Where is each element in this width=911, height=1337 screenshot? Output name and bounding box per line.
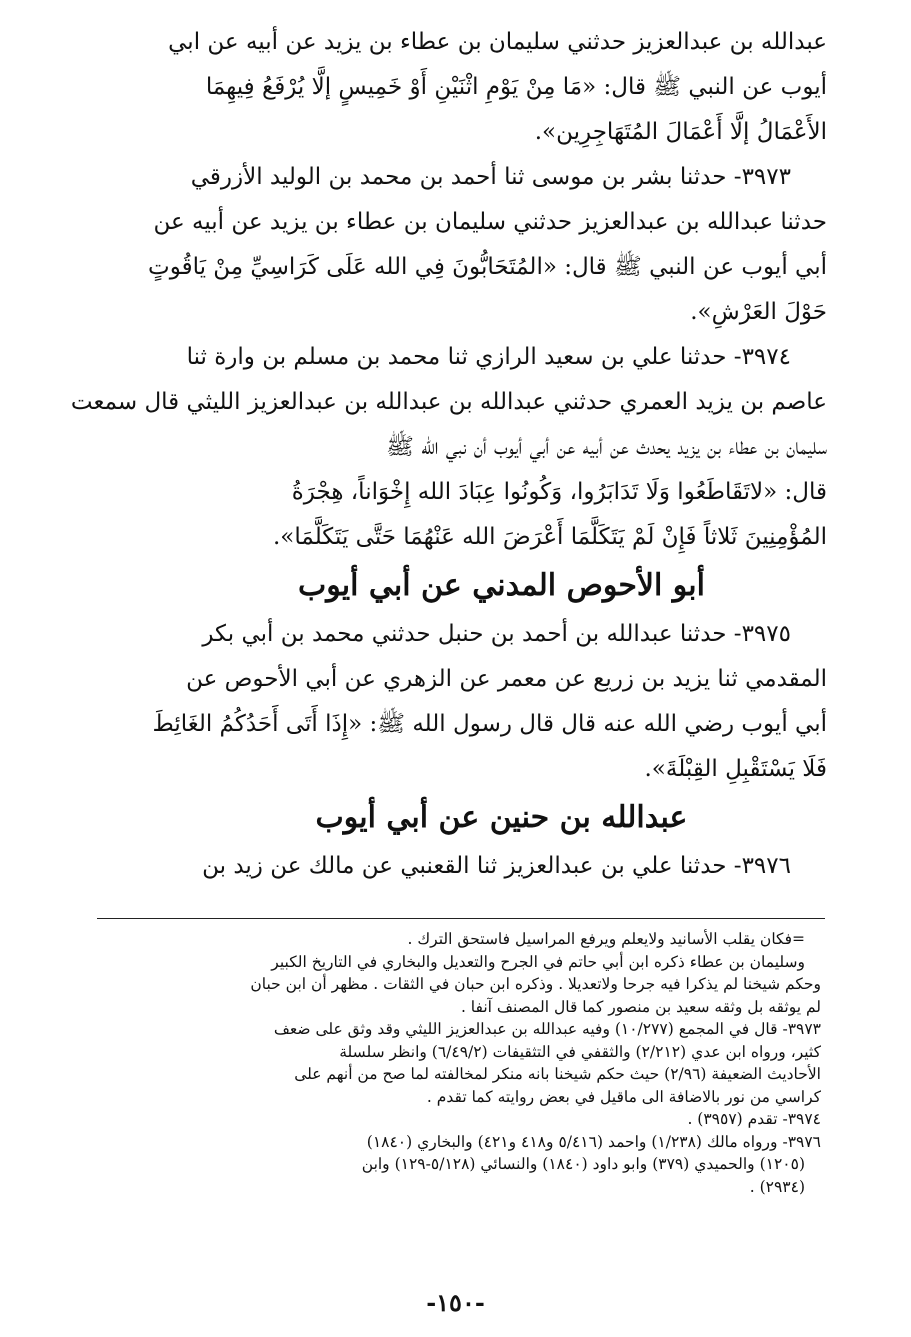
- footnote-line: لم يوثقه بل وثقه سعيد بن منصور كما قال المصنف آنفا .: [460, 997, 821, 1016]
- footnote-line: وسليمان بن عطاء ذكره ابن أبي حاتم في الجرح والتعديل والبخاري في التاريخ الكبير: [271, 952, 805, 971]
- text-line: الأَعْمَالُ إلَّا أَعْمَالَ المُتَهَاجِرِين».: [534, 119, 827, 145]
- footnote-line: كثير، ورواه ابن عدي (٢/٢١٢) والثقفي في التثقيفات (٦/٤٩/٢) وانظر سلسلة: [339, 1042, 821, 1061]
- footnotes: [176, 928, 821, 1198]
- page-number: -١٥٠-: [426, 1288, 485, 1317]
- text-line: المُؤْمِنِينَ ثَلاثاً فَإِنْ لَمْ يَتَكَلَّمَا أَعْرَضَ الله عَنْهُمَا حَتَّى يَتَكَلَّمَا».: [273, 524, 827, 550]
- text-line: حدثنا عبدالله بن عبدالعزيز حدثني سليمان بن عطاء بن يزيد عن أبيه عن: [153, 209, 827, 235]
- footnote-line: ٣٩٧٦- ورواه مالك (١/٢٣٨) واحمد (٥/٤١٦ و٤١٨ و٤٢١) والبخاري (١٨٤٠): [366, 1132, 821, 1151]
- hadith-3973-line: ٣٩٧٣- حدثنا بشر بن موسى ثنا أحمد بن محمد بن الوليد الأزرقي: [190, 164, 791, 190]
- text-line: حَوْلَ العَرْشِ».: [690, 299, 827, 325]
- section-heading: أبو الأحوص المدني عن أبي أيوب: [298, 568, 705, 603]
- footnote-line: (٢٩٣٤) .: [749, 1177, 805, 1196]
- text-line: فَلَا يَسْتَقْبِلِ القِبْلَةَ».: [644, 756, 827, 782]
- footnote-line: الأحاديث الضعيفة (٢/٩٦) حيث حكم شيخنا بانه منكر لمخالفته لما صح من أنهم على: [294, 1065, 821, 1083]
- footnote-line: =فكان يقلب الأسانيد ولايعلم ويرفع المراسيل فاستحق الترك .: [407, 930, 805, 948]
- footnote-line: ٣٩٧٤- تقدم (٣٩٥٧) .: [687, 1110, 821, 1128]
- text-line: المقدمي ثنا يزيد بن زريع عن معمر عن الزهري عن أبي الأحوص عن: [186, 666, 827, 692]
- main-text: [70, 20, 827, 889]
- footnote-line: ٣٩٧٣- قال في المجمع (١٠/٢٧٧) وفيه عبدالله بن عبدالعزيز الليثي وقد وثق على ضعف: [273, 1020, 821, 1038]
- text-line: أبي أيوب عن النبي ﷺ قال: «المُتَحَابُّونَ فِي الله عَلَى كَرَاسِيِّ مِنْ يَاقُوتٍ: [148, 254, 827, 280]
- text-line: عاصم بن يزيد العمري حدثني عبدالله بن عبدالله بن عبدالعزيز الليثي قال سمعت: [70, 389, 827, 415]
- hadith-3974-line: ٣٩٧٤- حدثنا علي بن سعيد الرازي ثنا محمد بن مسلم بن وارة ثنا: [186, 344, 791, 370]
- footnote-divider: [97, 918, 825, 919]
- hadith-3975-line: ٣٩٧٥- حدثنا عبدالله بن أحمد بن حنبل حدثني محمد بن أبي بكر: [202, 621, 791, 647]
- footnote-line: كراسي من نور بالاضافة الى ماقيل في بعض روايته كما تقدم .: [426, 1087, 821, 1106]
- text-line: قال: «لاتَقَاطَعُوا وَلَا تَدَابَرُوا، وَكُونُوا عِبَادَ الله إِخْوَاناً، هِجْرَةُ: [291, 479, 827, 505]
- text-line: عبدالله بن عبدالعزيز حدثني سليمان بن عطاء بن يزيد عن أبيه عن ابي: [168, 29, 827, 55]
- footnote-line: (١٢٠٥) والحميدي (٣٧٩) وابو داود (١٨٤٠) والنسائي (٥/١٢٨-١٢٩) وابن: [361, 1155, 805, 1173]
- text-line: سليمان بن عطاء بن يزيد يحدث عن أبيه عن أبي أيوب أن نبي الله ﷺ: [386, 434, 827, 460]
- section-heading: عبدالله بن حنين عن أبي أيوب: [315, 800, 688, 835]
- text-line: أبي أيوب رضي الله عنه قال قال رسول الله ﷺ: «إِذَا أَتَى أَحَدُكُمُ الغَائِطَ: [152, 711, 827, 737]
- text-line: أيوب عن النبي ﷺ قال: «مَا مِنْ يَوْمِ اثْنَيْنِ أَوْ خَمِيسٍ إلَّا يُرْفَعُ فِيهِمَا: [205, 74, 827, 100]
- footnote-line: وحكم شيخنا لم يذكرا فيه جرحا ولاتعديلا . وذكره ابن حبان في الثقات . مظهر أن ابن حبان: [250, 975, 821, 993]
- hadith-3976-line: ٣٩٧٦- حدثنا علي بن عبدالعزيز ثنا القعنبي عن مالك عن زيد بن: [202, 853, 791, 879]
